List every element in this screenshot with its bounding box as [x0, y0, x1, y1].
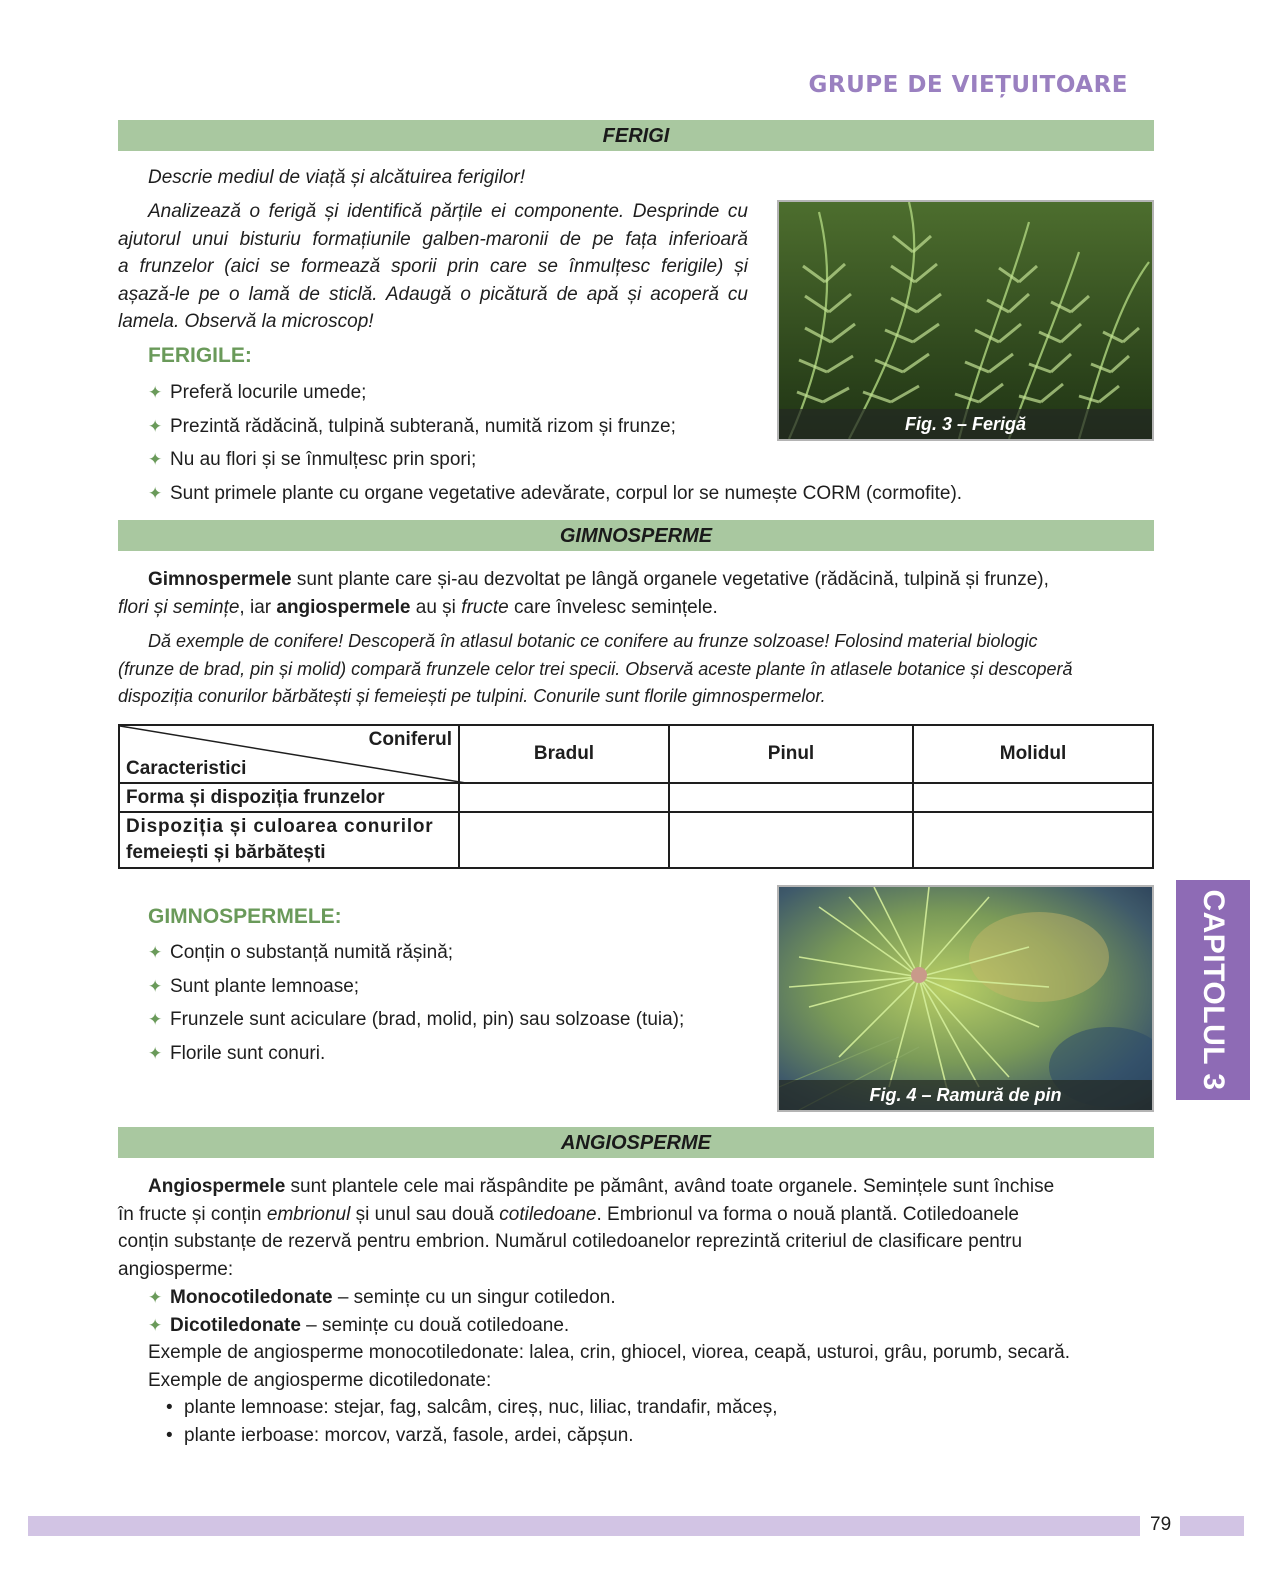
diamond-bullet-icon: ✦ [148, 383, 163, 402]
diamond-bullet-icon: ✦ [148, 1315, 163, 1335]
section-title-angiosperme: ANGIOSPERME [118, 1127, 1154, 1158]
diamond-bullet-icon: ✦ [148, 416, 163, 436]
bullet-dot-icon: • [166, 1397, 173, 1418]
list-item: • plante ierboase: morcov, varză, fasole, ardei, căpșun. [162, 1422, 1142, 1450]
term-gimnospermele: Gimnospermele [148, 569, 292, 590]
diamond-bullet-icon: ✦ [148, 450, 163, 469]
list-item: ✦ Monocotiledonate – semințe cu un singur cotiledon. [148, 1284, 1148, 1312]
angiosperme-examples [148, 1339, 1158, 1394]
gimnosperme-activity-line: Dă exemple de conifere! Descoperă în atlasul botanic ce conifere au frunze solzoase! Folosind material biologic [148, 631, 1038, 651]
bullet-dot-icon: • [166, 1424, 173, 1446]
diamond-bullet-icon: ✦ [148, 1288, 163, 1307]
table-corner-cell [119, 725, 459, 783]
diamond-bullet-icon: ✦ [148, 976, 163, 996]
row-label: Forma și dispoziția frunzelor [119, 783, 459, 812]
gimnosperme-activity-line: (frunze de brad, pin și molid) compară frunzele celor trei specii. Observă aceste plante în atlasele botanice și descoperă [118, 658, 1073, 679]
page-number: 79 [1150, 1514, 1172, 1535]
list-item: ✦ Sunt plante lemnoase; [148, 970, 748, 1004]
gimnosperme-activity [118, 628, 1154, 711]
row-label: Dispoziția și culoarea conurilor femeiești și bărbătești [119, 812, 459, 868]
angiosperme-classification-list [148, 1284, 1148, 1339]
section-title-gimnosperme: GIMNOSPERME [118, 520, 1154, 551]
ferigi-activity-line: ajutorul unui bisturiu formațiunile galben-maronii de pe fața inferioară [118, 228, 748, 250]
dicot-examples-list [162, 1394, 1142, 1449]
list-item: ✦ Dicotiledonate – semințe cu două cotiledoane. [148, 1312, 1148, 1340]
ferigi-activity [118, 198, 748, 336]
table-cell [913, 812, 1153, 868]
figure-caption-fern: Fig. 3 – Ferigă [779, 409, 1152, 439]
list-item: ✦ Frunzele sunt aciculare (brad, molid, pin) sau solzoase (tuia); [148, 1003, 748, 1037]
corner-label-caracteristici: Caracteristici [126, 758, 247, 779]
chapter-side-tab [1176, 880, 1250, 1100]
diamond-bullet-icon: ✦ [148, 483, 163, 503]
footer-bar-right [1180, 1516, 1244, 1536]
ferigile-list-title: FERIGILE: [148, 344, 252, 367]
ferigi-question: Descrie mediul de viață și alcătuirea ferigilor! [148, 167, 525, 188]
table-cell [459, 783, 669, 812]
list-item: ✦ Florile sunt conuri. [148, 1037, 748, 1071]
table-cell [459, 812, 669, 868]
table-cell [669, 812, 913, 868]
footer-bar-left [28, 1516, 1140, 1536]
term-angiospermele: Angiospermele [148, 1176, 286, 1197]
pine-photo [777, 885, 1154, 1112]
gimnospermele-list-title: GIMNOSPERMELE: [148, 905, 342, 928]
pine-image [779, 887, 1152, 1110]
gimnospermele-list [148, 936, 748, 1070]
diamond-bullet-icon: ✦ [148, 1010, 163, 1029]
column-header: Molidul [913, 725, 1153, 783]
ferigi-activity-line: a frunzelor (aici se formează sporii prin care se înmulțesc ferigile) și [118, 256, 748, 277]
angiosperme-definition: Angiospermele sunt plantele cele mai răspândite pe pământ, având toate organele. Semințele sunt închise în fructe și conțin embrionul și unul sau două cotiledoane. Embrionul va forma o nouă plantă. Cotiledoanele conțin substanțe de rezervă pentru embrion. Numărul cotiledoanelor reprezintă criteriul de clasificare pentru angiosperme: [118, 1176, 1055, 1280]
gimnosperme-activity-line: dispoziția conurilor bărbătești și femeiești pe tulpini. Conurile sunt florile gimnospermelor. [118, 686, 826, 706]
ferigi-activity-line: așază-le pe o lamă de sticlă. Adaugă o picătură de apă și acoperă cu [118, 283, 748, 305]
ferigi-activity-line: lamela. Observă la microscop! [118, 311, 374, 332]
figure-caption-pine: Fig. 4 – Ramură de pin [779, 1080, 1152, 1110]
gimnosperme-definition: Gimnospermele sunt plante care și-au dezvoltat pe lângă organele vegetative (rădăcină, tulpină și frunze), flori și semințe, iar angiospermele au și fructe care învelesc semințele. [118, 569, 1049, 618]
corner-label-coniferul: Coniferul [368, 729, 452, 750]
diamond-bullet-icon: ✦ [148, 1043, 163, 1063]
diamond-bullet-icon: ✦ [148, 943, 163, 962]
table-cell [913, 783, 1153, 812]
list-item: ✦ Preferă locurile umede; [148, 376, 1158, 410]
list-item: ✦ Nu au flori și se înmulțesc prin spori; [148, 443, 1158, 477]
column-header: Bradul [459, 725, 669, 783]
column-header: Pinul [669, 725, 913, 783]
examples-dicot-intro: Exemple de angiosperme dicotiledonate: [148, 1369, 492, 1391]
conifer-comparison-table [118, 724, 1154, 869]
examples-monocot: Exemple de angiosperme monocotiledonate: lalea, crin, ghiocel, viorea, ceapă, usturoi, grâu, porumb, secară. [148, 1342, 1071, 1363]
term-angiospermele: angiospermele [276, 596, 411, 618]
chapter-label: CAPITOLUL 3 [1197, 889, 1230, 1091]
list-item: • plante lemnoase: stejar, fag, salcâm, cireș, nuc, liliac, trandafir, măceș, [162, 1394, 1142, 1422]
section-title-ferigi: FERIGI [118, 120, 1154, 151]
ferigile-list [148, 376, 1158, 510]
running-head: GRUPE DE VIEȚUITOARE [808, 72, 1128, 98]
ferigi-activity-line: Analizează o ferigă și identifică părțile ei componente. Desprinde cu [148, 201, 748, 222]
list-item: ✦ Prezintă rădăcină, tulpină subterană, numită rizom și frunze; [148, 410, 1158, 444]
list-item: ✦ Sunt primele plante cu organe vegetative adevărate, corpul lor se numește CORM (cormofite). [148, 477, 1158, 511]
table-cell [669, 783, 913, 812]
list-item: ✦ Conțin o substanță numită rășină; [148, 936, 748, 970]
